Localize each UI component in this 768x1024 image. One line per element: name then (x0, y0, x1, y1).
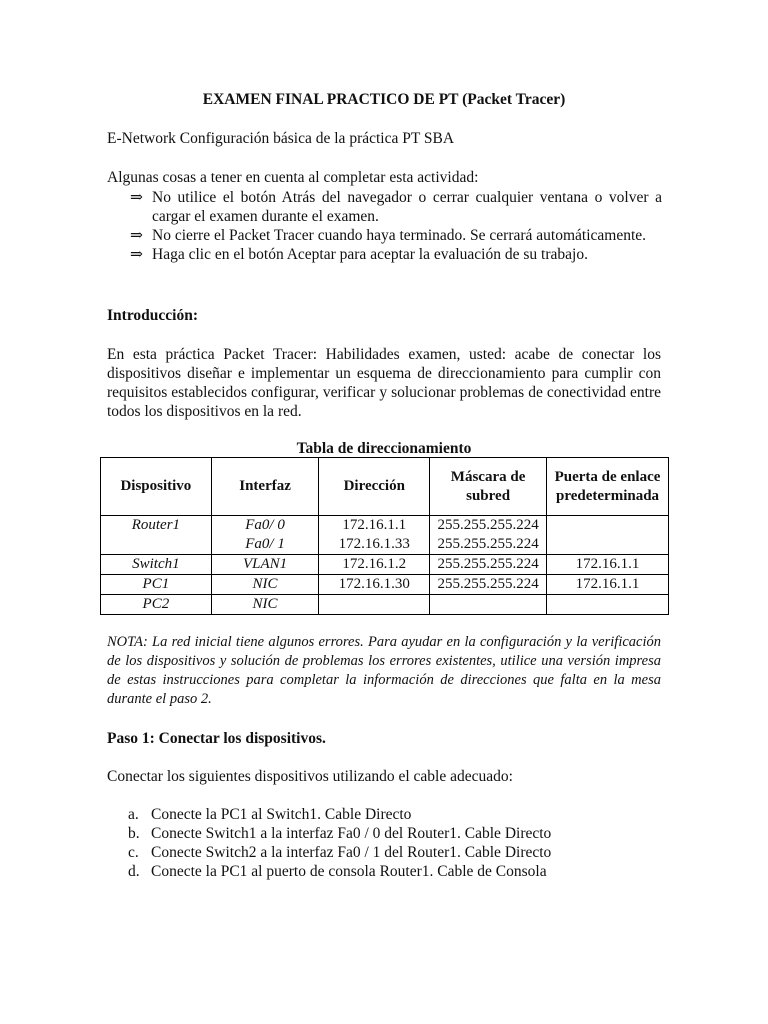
cell-address: 172.16.1.1 (319, 516, 430, 536)
list-marker: a. (128, 806, 139, 823)
address-table (100, 457, 669, 615)
list-item (128, 862, 668, 881)
arrow-icon: ⇒ (130, 189, 143, 206)
list-marker: d. (128, 863, 140, 880)
consideration-item (130, 226, 662, 245)
document-title: EXAMEN FINAL PRACTICO DE PT (Packet Tracer) (202, 91, 566, 108)
cell-gateway (547, 595, 669, 615)
introduction-text: En esta práctica Packet Tracer: Habilidades examen, usted: acabe de conectar los dispositivos diseñar e implementar un esquema de direccionamiento para cumplir con requisitos establecidos configurar, verificar y solucionar problemas de conectividad entre todos los dispositivos en la red. (107, 346, 661, 420)
cell-address (319, 595, 430, 615)
consideration-text: Haga clic en el botón Aceptar para aceptar la evaluación de su trabajo. (152, 246, 588, 263)
cell-gateway: 172.16.1.1 (547, 555, 669, 575)
cell-interface: Fa0/ 1 (211, 535, 319, 555)
cell-mask: 255.255.255.224 (430, 516, 547, 536)
cell-interface: VLAN1 (211, 555, 319, 575)
list-item (128, 824, 668, 843)
cell-mask: 255.255.255.224 (430, 555, 547, 575)
considerations-intro: Algunas cosas a tener en cuenta al completar esta actividad: (107, 169, 479, 186)
cell-interface: NIC (211, 595, 319, 615)
consideration-text: No cierre el Packet Tracer cuando haya terminado. Se cerrará automáticamente. (152, 227, 647, 244)
header-device: Dispositivo (101, 458, 212, 516)
header-mask: Máscara de subred (430, 458, 547, 516)
cell-address: 172.16.1.2 (319, 555, 430, 575)
header-gateway: Puerta de enlace predeterminada (547, 458, 669, 516)
address-table-caption: Tabla de direccionamiento (296, 440, 472, 457)
consideration-item (130, 245, 662, 264)
list-item-text: Conecte Switch1 a la interfaz Fa0 / 0 del Router1. Cable Directo (151, 825, 552, 842)
cell-interface: Fa0/ 0 (211, 516, 319, 536)
cell-mask: 255.255.255.224 (430, 535, 547, 555)
cell-device: PC2 (101, 595, 212, 615)
cell-mask: 255.255.255.224 (430, 575, 547, 595)
cell-gateway (547, 535, 669, 555)
list-marker: c. (128, 844, 139, 861)
cell-interface: NIC (211, 575, 319, 595)
cell-address: 172.16.1.33 (319, 535, 430, 555)
cell-device (101, 535, 212, 555)
cell-device: Router1 (101, 516, 212, 536)
consideration-text: No utilice el botón Atrás del navegador o cerrar cualquier ventana o volver a cargar el examen durante el examen. (152, 189, 662, 225)
list-item-text: Conecte la PC1 al Switch1. Cable Directo (151, 806, 412, 823)
step1-intro: Conectar los siguientes dispositivos utilizando el cable adecuado: (107, 768, 513, 785)
arrow-icon: ⇒ (130, 227, 143, 244)
table-row (101, 595, 669, 615)
cell-device: PC1 (101, 575, 212, 595)
consideration-item (130, 188, 662, 226)
table-row (101, 535, 669, 555)
list-marker: b. (128, 825, 140, 842)
note-text: NOTA: La red inicial tiene algunos errores. Para ayudar en la configuración y la verificación de los dispositivos y solución de problemas los errores existentes, utilice una versión impresa de estas instrucciones para completar la información de direcciones que falta en la mesa durante el paso 2. (107, 634, 661, 707)
list-item (128, 805, 668, 824)
header-address: Dirección (319, 458, 430, 516)
table-row (101, 555, 669, 575)
cell-gateway: 172.16.1.1 (547, 575, 669, 595)
arrow-icon: ⇒ (130, 246, 143, 263)
step1-heading: Paso 1: Conectar los dispositivos. (107, 730, 326, 747)
table-row (101, 516, 669, 536)
cell-device: Switch1 (101, 555, 212, 575)
step1-list (128, 805, 668, 881)
list-item-text: Conecte Switch2 a la interfaz Fa0 / 1 del Router1. Cable Directo (151, 844, 552, 861)
cell-gateway (547, 516, 669, 536)
header-interface: Interfaz (211, 458, 319, 516)
table-row (101, 575, 669, 595)
introduction-heading: Introducción: (107, 307, 199, 324)
considerations-list (130, 188, 662, 264)
cell-address: 172.16.1.30 (319, 575, 430, 595)
document-subtitle: E-Network Configuración básica de la práctica PT SBA (107, 130, 455, 147)
table-header-row (101, 458, 669, 516)
list-item-text: Conecte la PC1 al puerto de consola Router1. Cable de Consola (151, 863, 547, 880)
cell-mask (430, 595, 547, 615)
list-item (128, 843, 668, 862)
